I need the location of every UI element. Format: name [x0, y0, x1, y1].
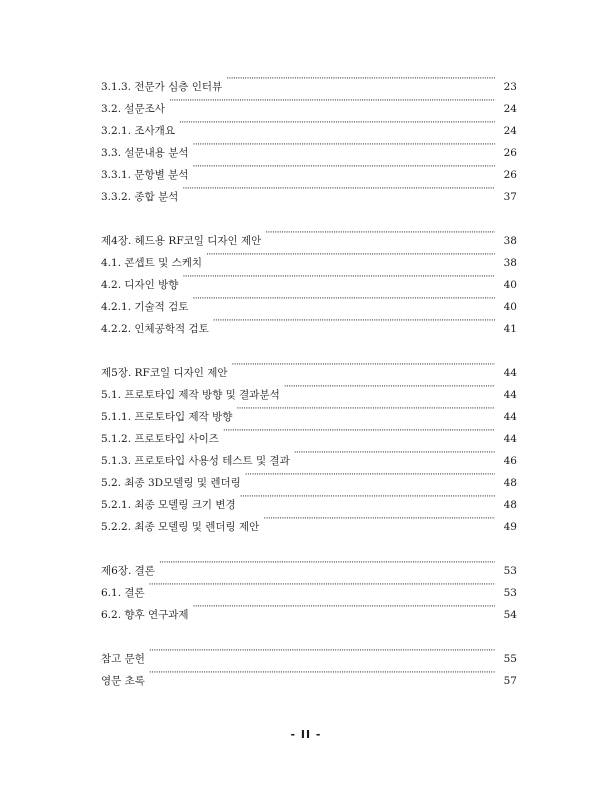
toc-leader-dots: [223, 420, 495, 442]
toc-leader-dots: [169, 90, 495, 112]
toc-entry-title: 6.2. 향후 연구과제: [101, 609, 189, 621]
toc-entry-page: 38: [503, 235, 517, 247]
toc-entry-title: 5.1.1. 프로토타입 제작 방향: [101, 411, 233, 423]
toc-leader-dots: [192, 156, 495, 178]
toc-entry-title: 4.2.2. 인체공학적 검토: [101, 323, 209, 335]
table-of-contents: [101, 68, 517, 687]
toc-entry-title: 제6장. 결론: [101, 565, 155, 577]
toc-entry-title: 5.1. 프로토타입 제작 방향 및 결과분석: [101, 389, 280, 401]
toc-entry-page: 44: [503, 367, 517, 379]
toc-leader-dots: [284, 376, 495, 398]
toc-leader-dots: [236, 398, 495, 420]
toc-leader-dots: [192, 288, 495, 310]
toc-entry-title: 제4장. 헤드용 RF코일 디자인 제안: [101, 235, 262, 247]
toc-entry-title: 3.2. 설문조사: [101, 103, 165, 115]
toc-entry-title: 5.2. 최종 3D모델링 및 렌더링: [101, 477, 241, 489]
toc-leader-dots: [294, 442, 495, 464]
toc-entry-page: 23: [503, 81, 517, 93]
toc-entry-page: 24: [503, 103, 517, 115]
toc-entry[interactable]: [101, 552, 517, 577]
toc-leader-dots: [213, 310, 495, 332]
toc-entry-title: 영문 초록: [101, 675, 145, 687]
toc-entry[interactable]: [101, 662, 517, 687]
toc-entry-page: 44: [503, 411, 517, 423]
toc-entry-title: 5.1.2. 프로토타입 사이즈: [101, 433, 219, 445]
toc-entry-page: 55: [503, 653, 517, 665]
toc-entry-title: 4.2. 디자인 방향: [101, 279, 179, 291]
toc-entry-page: 24: [503, 125, 517, 137]
toc-entry-page: 26: [503, 169, 517, 181]
toc-entry-page: 46: [503, 455, 517, 467]
toc-leader-dots: [193, 134, 495, 156]
toc-entry-title: 3.1.3. 전문가 심층 인터뷰: [101, 81, 223, 93]
toc-leader-dots: [193, 596, 495, 618]
toc-leader-dots: [206, 244, 495, 266]
toc-entry[interactable]: [101, 574, 517, 599]
toc-leader-dots: [240, 486, 495, 508]
toc-entry-page: 53: [503, 565, 517, 577]
toc-entry-page: 44: [503, 433, 517, 445]
toc-entry[interactable]: [101, 354, 517, 379]
toc-entry-page: 44: [503, 389, 517, 401]
toc-entry-title: 6.1. 결론: [101, 587, 145, 599]
toc-entry-page: 48: [503, 499, 517, 511]
toc-entry[interactable]: [101, 222, 517, 247]
toc-leader-dots: [149, 640, 495, 662]
toc-entry-page: 37: [503, 191, 517, 203]
toc-entry-page: 40: [503, 279, 517, 291]
page-number: - II -: [290, 728, 322, 741]
toc-leader-dots: [159, 552, 495, 574]
toc-leader-dots: [182, 178, 495, 200]
toc-entry-title: 5.2.1. 최종 모델링 크기 변경: [101, 499, 236, 511]
toc-entry-page: 48: [503, 477, 517, 489]
toc-entry-page: 26: [503, 147, 517, 159]
toc-entry[interactable]: [101, 596, 517, 621]
toc-leader-dots: [179, 112, 495, 134]
toc-entry-title: 5.1.3. 프로토타입 사용성 테스트 및 결과: [101, 455, 290, 467]
toc-entry[interactable]: [101, 68, 517, 93]
toc-entry-page: 53: [503, 587, 517, 599]
toc-leader-dots: [263, 508, 495, 530]
toc-entry-title: 3.3. 설문내용 분석: [101, 147, 189, 159]
toc-entry-title: 3.2.1. 조사개요: [101, 125, 175, 137]
toc-leader-dots: [182, 266, 495, 288]
toc-leader-dots: [265, 222, 495, 244]
toc-entry-title: 3.3.1. 문항별 분석: [101, 169, 189, 181]
toc-entry-page: 41: [503, 323, 517, 335]
toc-entry-page: 49: [503, 521, 517, 533]
toc-entry-title: 5.2.2. 최종 모델링 및 렌더링 제안: [101, 521, 260, 533]
toc-entry-title: 참고 문헌: [101, 653, 145, 665]
toc-entry[interactable]: [101, 640, 517, 665]
toc-leader-dots: [226, 68, 495, 90]
toc-entry-title: 4.2.1. 기술적 검토: [101, 301, 189, 313]
toc-entry-page: 40: [503, 301, 517, 313]
toc-entry-page: 38: [503, 257, 517, 269]
toc-leader-dots: [232, 354, 495, 376]
toc-entry-title: 제5장. RF코일 디자인 제안: [101, 367, 228, 379]
toc-entry-title: 3.3.2. 종합 분석: [101, 191, 179, 203]
toc-entry-page: 54: [503, 609, 517, 621]
toc-entry-title: 4.1. 콘셉트 및 스케치: [101, 257, 203, 269]
toc-leader-dots: [149, 662, 495, 684]
toc-leader-dots: [245, 464, 495, 486]
toc-leader-dots: [149, 574, 495, 596]
toc-entry-page: 57: [503, 675, 517, 687]
